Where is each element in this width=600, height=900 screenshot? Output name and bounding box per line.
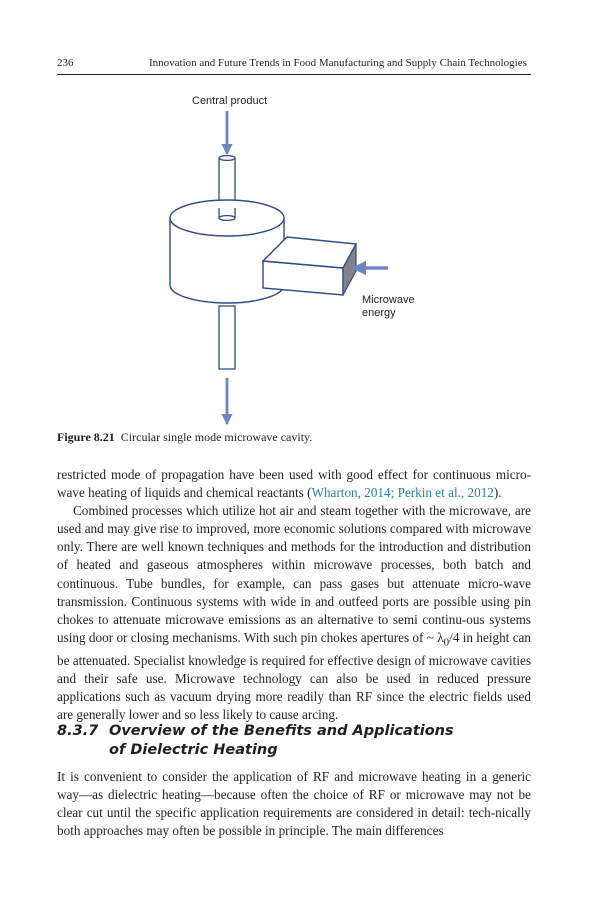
page-number: 236 (57, 57, 74, 69)
caption-text: Circular single mode microwave cavity. (120, 430, 313, 444)
paragraph-text: restricted mode of propagation have been used with good effect for continuous micro-wave heating of liquids and chemical reactants ( (57, 467, 531, 501)
lambda-subscript: 0 (443, 636, 450, 649)
caption-number: Figure 8.21 (57, 430, 115, 444)
paragraph-text: ). (493, 485, 502, 501)
paragraph-text: /4 in height can be attenuated. Specialist knowledge is required for effective design of microwave cavities and their safe use. Microwave technology can also be used in reduced pressure applications such as vacuum drying more readily than RF since the electric fields used are generally lower and so less likely to cause arcing. (57, 629, 531, 722)
figure-caption (57, 430, 312, 445)
citation-link[interactable]: Wharton, 2014; Perkin et al., 2012 (311, 485, 494, 501)
energy-label: energy (362, 307, 396, 319)
microwave-cavity-figure (100, 88, 460, 433)
section-title-line2: of Dielectric Heating (109, 742, 278, 758)
header-rule (57, 74, 531, 75)
body-text-top (57, 466, 531, 724)
central-product-label: Central product (192, 95, 268, 107)
paragraph-text: Combined processes which utilize hot air and steam together with the microwave, are used and may give rise to improved, more economic solutions compared with microwave only. There are well known techniques and methods for the introduction and distribution of heated and gaseous atmospheres within microwave processes, both batch and continuous. Tube bundles, for example, can pass gases but attenuate micro-wave transmission. Continuous systems with wide in and outfeed ports are possible using pin chokes to attenuate microwave emissions as an alternative to semi continu-ous systems using door or closing mechanisms. With such pin chokes apertures of ~ λ (57, 503, 531, 645)
section-heading (57, 722, 454, 760)
running-title: Innovation and Future Trends in Food Manufacturing and Supply Chain Technologies (149, 57, 527, 69)
paragraph-combined-processes (57, 502, 531, 724)
paragraph-continuation (57, 466, 531, 502)
section-number: 8.3.7 (57, 723, 99, 739)
microwave-label: Microwave (362, 294, 415, 306)
outlet-tube (219, 306, 235, 369)
section-title-line1: Overview of the Benefits and Applications (109, 723, 454, 739)
paragraph-overview: It is convenient to consider the application of RF and microwave heating in a generic way—as dielectric heating—because often the choice of RF or microwave may not be clear cut until the specific application requirements are considered in detail: tech-nically both approaches may often be possible in principle. The main differences (57, 769, 531, 839)
